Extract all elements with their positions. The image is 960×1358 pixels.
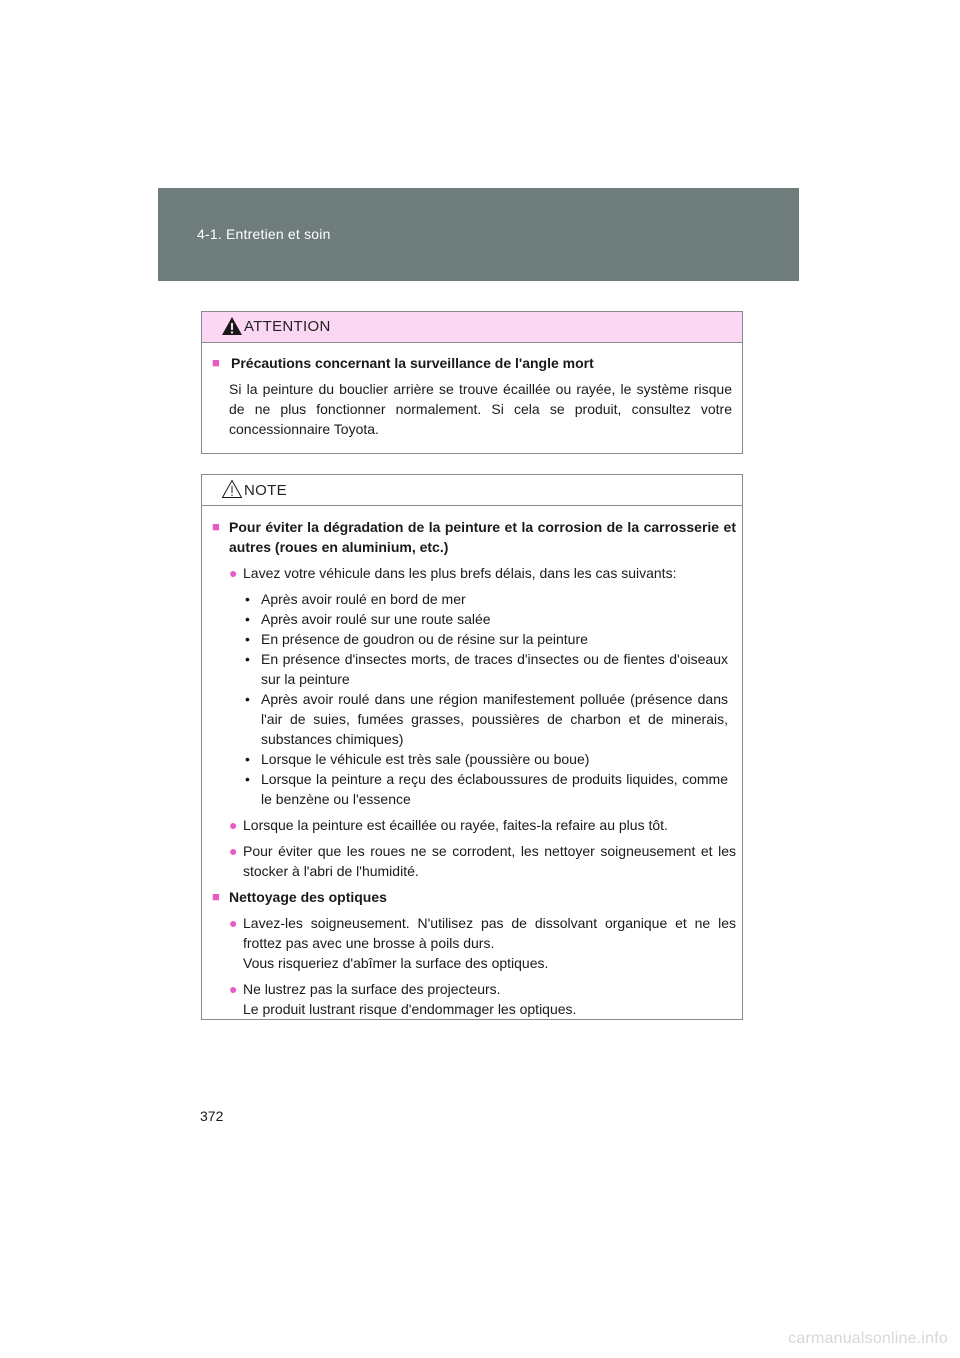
note-box <box>201 474 743 1020</box>
chapter-header-band <box>158 188 799 281</box>
attention-title: ATTENTION <box>244 318 331 335</box>
attention-box <box>201 311 743 454</box>
note-heading-row <box>212 517 736 557</box>
bullet-item: • Lorsque la peinture a reçu des éclaboussures de produits liquides, comme le benzène ou l'essence <box>245 771 728 807</box>
attention-header <box>202 312 742 343</box>
bullet-item: • En présence d'insectes morts, de traces d'insectes ou de fientes d'oiseaux sur la peinture <box>245 651 728 687</box>
bullet-list <box>243 589 736 809</box>
circle-icon: ● <box>229 565 238 581</box>
bullet-item: • Après avoir roulé sur une route salée <box>245 611 491 627</box>
circle-icon: ● <box>229 915 238 931</box>
page-number: 372 <box>200 1108 224 1124</box>
bullet-item: • Lorsque le véhicule est très sale (poussière ou boue) <box>245 751 590 767</box>
note-title: NOTE <box>244 482 287 499</box>
circle-icon: ● <box>229 981 238 997</box>
warning-outline-icon <box>221 479 243 499</box>
list-item: ● Lavez-les soigneusement. N'utilisez pas de dissolvant organique et ne les frottez pas avec une brosse à poils durs. Vous risqueriez d'abîmer la surface des optiques. <box>229 915 736 971</box>
bullet-item: • En présence de goudron ou de résine sur la peinture <box>245 631 588 647</box>
circle-icon: ● <box>229 843 238 859</box>
note-heading: Pour éviter la dégradation de la peinture et la corrosion de la carrosserie et autres (roues en aluminium, etc.) <box>229 519 736 555</box>
square-icon: ■ <box>212 519 220 534</box>
watermark: carmanualsonline.info <box>788 1330 948 1347</box>
list-item: ● Pour éviter que les roues ne se corrodent, les nettoyer soigneusement et les stocker à l'abri de l'humidité. <box>229 843 736 879</box>
list-item: ● Lavez votre véhicule dans les plus brefs délais, dans les cas suivants: <box>229 565 677 581</box>
attention-text: Si la peinture du bouclier arrière se trouve écaillée ou rayée, le système risque de ne plus fonctionner normalement. Si cela se produit, consultez votre concessionnaire Toyota. <box>229 381 732 437</box>
bullet-item: • Après avoir roulé dans une région manifestement polluée (présence dans l'air de suies, fumées grasses, poussières de charbon et de minerais, substances chimiques) <box>245 691 728 747</box>
warning-filled-icon <box>221 316 243 336</box>
list-item: ● Ne lustrez pas la surface des projecteurs. Le produit lustrant risque d'endommager les optiques. <box>229 981 577 1017</box>
note-heading: Nettoyage des optiques <box>229 889 387 905</box>
attention-heading-row <box>212 353 736 373</box>
section-label: 4-1. Entretien et soin <box>197 226 331 242</box>
circle-icon: ● <box>229 817 238 833</box>
attention-heading: Précautions concernant la surveillance de l'angle mort <box>231 355 594 371</box>
note-heading-row <box>212 887 736 907</box>
note-header <box>202 475 742 506</box>
square-icon: ■ <box>212 355 220 370</box>
bullet-item: • Après avoir roulé en bord de mer <box>245 591 466 607</box>
square-icon: ■ <box>212 889 220 904</box>
list-item: ● Lorsque la peinture est écaillée ou rayée, faites-la refaire au plus tôt. <box>229 817 668 833</box>
